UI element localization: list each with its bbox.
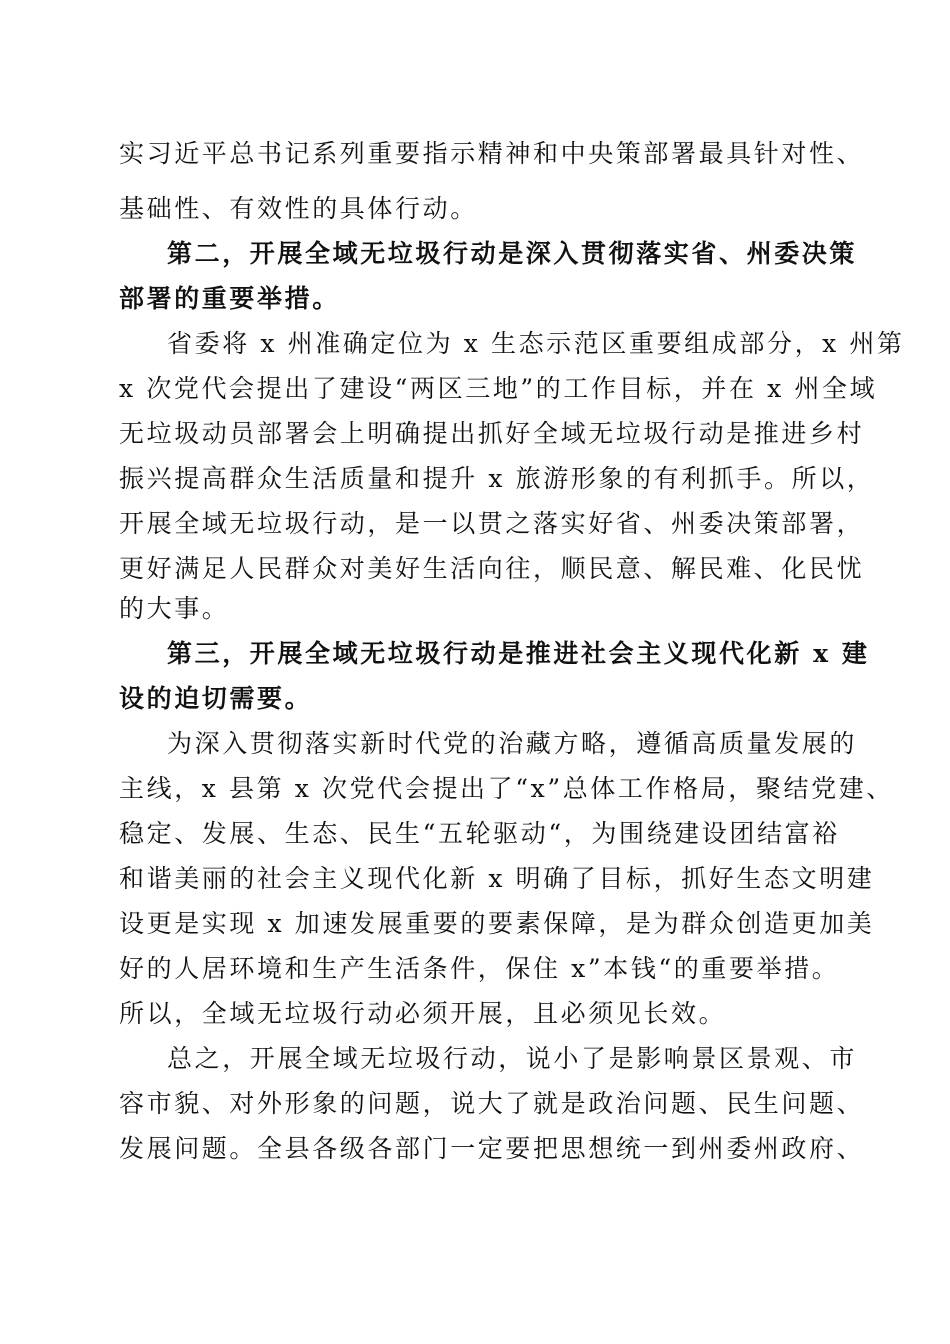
text-line: 主线，x 县第 x 次党代会提出了“x”总体工作格局，聚结党建、	[119, 774, 894, 803]
text-line: 省委将 x 州准确定位为 x 生态示范区重要组成部分，x 州第	[167, 329, 905, 358]
section-heading-line: 第二，开展全域无垃圾行动是深入贯彻落实省、州委决策	[167, 239, 858, 268]
text-line: 为深入贯彻落实新时代党的治藏方略，遵循高质量发展的	[167, 729, 858, 758]
section-heading-line: 设的迫切需要。	[119, 684, 313, 713]
text-line: 振兴提高群众生活质量和提升 x 旅游形象的有利抓手。所以，	[119, 464, 875, 493]
section-heading-line: 部署的重要举措。	[119, 284, 340, 313]
text-line: 设更是实现 x 加速发展重要的要素保障，是为群众创造更加美	[119, 909, 875, 938]
text-line: 基础性、有效性的具体行动。	[119, 194, 478, 223]
text-line: 和谐美丽的社会主义现代化新 x 明确了目标，抓好生态文明建	[119, 864, 875, 893]
section-heading-line: 第三，开展全域无垃圾行动是推进社会主义现代化新 x 建	[167, 639, 870, 668]
text-line: 发展问题。全县各级各部门一定要把思想统一到州委州政府、	[119, 1134, 865, 1163]
text-line: 稳定、发展、生态、民生“五轮驱动“，为围绕建设团结富裕	[119, 819, 840, 848]
text-line: 容市貌、对外形象的问题，说大了就是政治问题、民生问题、	[119, 1089, 865, 1118]
text-line: 总之，开展全域无垃圾行动，说小了是影响景区景观、市	[167, 1044, 858, 1073]
text-line: 所以，全域无垃圾行动必须开展，且必须见长效。	[119, 999, 727, 1028]
text-line: 实习近平总书记系列重要指示精神和中央策部署最具针对性、	[119, 139, 865, 168]
text-line: 好的人居环境和生产生活条件，保住 x”本钱“的重要举措。	[119, 954, 840, 983]
text-line: 更好满足人民群众对美好生活向往，顺民意、解民难、化民忧	[119, 554, 865, 583]
text-line: 无垃圾动员部署会上明确提出抓好全域无垃圾行动是推进乡村	[119, 419, 865, 448]
text-line: 的大事。	[119, 594, 230, 623]
text-line: 开展全域无垃圾行动，是一以贯之落实好省、州委决策部署，	[119, 509, 865, 538]
text-line: x 次党代会提出了建设“两区三地”的工作目标，并在 x 州全域	[119, 374, 878, 403]
